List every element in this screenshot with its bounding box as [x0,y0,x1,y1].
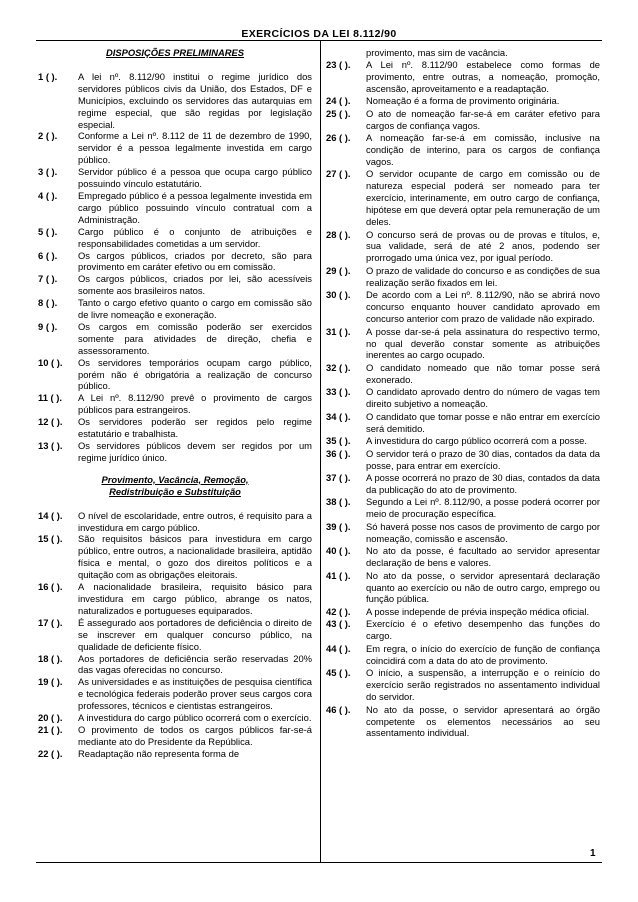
question-text: Os servidores temporários ocupam cargo público, porém não é obrigatória a realização de concurso público. [78,356,312,392]
question-text: O candidato aprovado dentro do número de vagas tem direito subjetivo a nomeação. [366,386,600,410]
question-number: 4 ( ). [38,189,58,201]
question-text: O prazo de validade do concurso e as condições de sua realização serão fixados em lei. [366,264,600,288]
question-text: É assegurado aos portadores de deficiência o direito de se inscrever em qualquer concurso público, na qualidade de deficiente físico. [78,616,312,652]
question-number: 32 ( ). [326,361,351,373]
question-number: 45 ( ). [326,667,351,679]
question-text: O início, a suspensão, a interrupção e o reinício do exercício serão registrados no assentamento individual do servidor. [366,667,600,703]
question-number: 24 ( ). [326,95,351,107]
question-text: A investidura do cargo público ocorrerá com o exercício. [78,712,312,724]
question-number: 25 ( ). [326,107,351,119]
question-text: Tanto o cargo efetivo quanto o cargo em comissão são de livre nomeação e exoneração. [78,297,312,321]
question-text: Os servidores poderão ser regidos pelo regime estatutário e trabalhista. [78,416,312,440]
question-number: 22 ( ). [38,747,63,759]
question-item [38,130,312,166]
question-text: O ato de nomeação far-se-á em caráter efetivo para cargos de confiança vagos. [366,107,600,131]
question-number: 30 ( ). [326,289,351,301]
question-text: O servidor terá o prazo de 30 dias, contados da data da posse, para entrar em exercício. [366,447,600,471]
question-item [326,521,600,545]
question-text: Exercício é o efetivo desempenho das funções do cargo. [366,618,600,642]
question-item [326,326,600,362]
question-text: Os servidores públicos devem ser regidos por um regime jurídico único. [78,440,312,463]
question-number: 12 ( ). [38,416,63,428]
question-item [326,411,600,435]
question-item [326,570,600,606]
question-item [326,386,600,410]
question-text: Aos portadores de deficiência serão reservadas 20% das vagas oferecidas no concurso. [78,652,312,676]
question-item [326,132,600,168]
question-number: 20 ( ). [38,712,63,724]
question-number: 3 ( ). [38,166,58,178]
question-continuation: provimento, mas sim de vacância. [366,47,508,58]
question-item [326,472,600,496]
question-text: Os cargos públicos, criados por decreto, são para provimento em caráter efetivo ou em comissão. [78,249,312,273]
question-number: 7 ( ). [38,273,58,285]
question-number: 19 ( ). [38,676,63,688]
question-number: 36 ( ). [326,447,351,459]
question-item [326,643,600,667]
page-number: 1 [590,848,596,859]
question-number: 2 ( ). [38,130,58,142]
question-text: A nomeação far-se-á em comissão, inclusive na condição de interino, para os cargos de confiança vagos. [366,132,600,167]
question-item [326,289,600,325]
question-item [326,448,600,472]
question-number: 46 ( ). [326,703,351,715]
question-text: Os cargos públicos, criados por lei, são acessíveis somente aos brasileiros natos. [78,273,312,297]
question-text: No ato da posse, o servidor apresentará declaração quanto ao exercício ou não de outro cargo, emprego ou função pública. [366,569,600,605]
question-item [38,392,312,416]
question-number: 6 ( ). [38,249,58,261]
question-item [326,362,600,386]
page-title: EXERCÍCIOS DA LEI 8.112/90 [241,28,397,40]
question-item [326,168,600,228]
question-text: Nomeação é a forma de provimento originária. [366,95,560,107]
question-item [326,496,600,520]
question-number: 33 ( ). [326,386,351,398]
question-item [326,59,600,95]
question-item [38,226,312,250]
question-text: O nível de escolaridade, entre outros, é requisito para a investidura em cargo público. [78,509,312,533]
question-text: A posse independe de prévia inspeção médica oficial. [366,605,590,617]
question-number: 42 ( ). [326,605,351,617]
question-text: A nacionalidade brasileira, requisito básico para investidura em cargo público, abrange os natos, naturalizados e portugueses equiparados. [78,581,312,616]
question-item [38,416,312,440]
question-item [38,297,312,321]
question-number: 28 ( ). [326,228,351,240]
question-text: Servidor público é a pessoa que ocupa cargo público possuindo vínculo estatutário. [78,166,312,190]
question-text: A investidura do cargo público ocorrerá com a posse. [366,435,587,447]
question-number: 1 ( ). [38,70,58,82]
question-item [38,617,312,653]
question-text: A posse dar-se-á pela assinatura do respectivo termo, no qual deverão constar somente as atribuições inerentes ao cargo ocupado. [366,325,600,361]
section-heading: DISPOSIÇÕES PRELIMINARES [105,47,245,58]
footer-rule [36,862,602,863]
question-number: 40 ( ). [326,545,351,557]
question-text: Em regra, o início do exercício de função de confiança coincidirá com a data do ato de provimento. [366,642,600,666]
question-text: No ato da posse, o servidor apresentará ao órgão competente os elementos necessários ao seu assentamento individual. [366,703,600,739]
question-number: 17 ( ). [38,616,63,628]
question-item [38,510,312,534]
column-divider [320,40,321,862]
question-text: De acordo com a Lei nº. 8.112/90, não se abrirá novo concurso enquanto houver candidato aprovado em concurso anterior com prazo de validade não expirado. [366,289,600,325]
question-item [38,676,312,712]
question-number: 14 ( ). [38,509,63,521]
question-number: 44 ( ). [326,642,351,654]
question-item [38,440,312,464]
question-number: 18 ( ). [38,652,63,664]
question-text: O candidato que tomar posse e não entrar em exercício será demitido. [366,410,600,434]
question-text: O candidato nomeado que não tomar posse será exonerado. [366,361,600,385]
question-item [326,435,600,447]
question-number: 35 ( ). [326,435,351,447]
question-number: 8 ( ). [38,297,58,309]
question-item [326,618,600,642]
question-number: 21 ( ). [38,723,63,735]
question-number: 38 ( ). [326,496,351,508]
question-number: 13 ( ). [38,440,63,451]
question-number: 41 ( ). [326,569,351,581]
question-item [326,229,600,265]
question-number: 29 ( ). [326,264,351,276]
section-heading: Redistribuição e Substituição [109,485,241,497]
question-text: A Lei nº. 8.112/90 estabelece como formas de provimento, entre outras, a nomeação, promoção, ascensão, aproveitamento e a readaptação. [366,58,600,94]
question-item [326,704,600,740]
question-number: 10 ( ). [38,356,63,368]
question-item [326,108,600,132]
question-number: 15 ( ). [38,533,63,545]
question-text: O provimento de todos os cargos públicos far-se-á mediante ato do Presidente da República. [78,723,312,747]
question-text: Cargo público é o conjunto de atribuições e responsabilidades cometidas a um servidor. [78,225,312,249]
question-text: Os cargos em comissão poderão ser exercidos somente para atividades de direção, chefia e assessoramento. [78,320,312,356]
question-item [38,748,312,760]
question-item [326,265,600,289]
question-text: Readaptação não representa forma de [78,747,240,759]
question-number: 37 ( ). [326,472,351,484]
question-item [38,357,312,393]
question-text: Segundo a Lei nº. 8.112/90, a posse poderá ocorrer por meio de procuração específica. [366,496,600,520]
question-number: 39 ( ). [326,520,351,532]
question-item [38,653,312,677]
question-text: Empregado público é a pessoa legalmente investida em cargo público possuindo vínculo contratual com a Administração. [78,189,312,225]
question-list [38,510,312,760]
question-number: 11 ( ). [38,392,62,404]
question-text: São requisitos básicos para investidura em cargo público, entre outros, a nacionalidade brasileira, aptidão física e mental, o gozo dos direitos políticos e a quitação com as obrigações eleitorais. [78,533,312,581]
question-item [326,667,600,703]
question-item [38,71,312,131]
question-text: A posse ocorrerá no prazo de 30 dias, contados da data da publicação do ato de provimento. [366,472,600,495]
question-item [38,190,312,226]
question-number: 31 ( ). [326,325,351,337]
question-item [38,712,312,724]
question-text: A lei nº. 8.112/90 institui o regime jurídico dos servidores públicos civis da União, dos Estados, DF e Municípios, excluindo os servidores das autarquias em regime especial, que são regidas por legislação especial. [78,70,312,130]
question-number: 9 ( ). [38,320,58,332]
question-number: 43 ( ). [326,618,351,630]
question-item [38,250,312,274]
question-number: 34 ( ). [326,410,351,422]
question-text: O concurso será de provas ou de provas e títulos, e, sua validade, será de até 2 anos, podendo ser prorrogado uma única vez, por igual período. [366,228,600,264]
right-column [326,47,600,739]
header-rule [36,40,602,41]
section-heading: Provimento, Vacância, Remoção, [101,473,249,485]
question-text: A Lei nº. 8.112/90 prevê o provimento de cargos públicos para estrangeiros. [78,392,312,416]
question-item [326,545,600,569]
question-text: Só haverá posse nos casos de provimento de cargo por nomeação, comissão e ascensão. [366,520,600,544]
question-text: O servidor ocupante de cargo em comissão ou de natureza especial poderá ser nomeado para ter exercício, interinamente, em outro cargo de confiança, hipótese em que deverá optar pela remuneração de um deles. [366,168,600,228]
left-column [38,47,312,760]
question-item [326,95,600,107]
question-item [38,533,312,581]
question-item [38,581,312,617]
question-text: Conforme a Lei nº. 8.112 de 11 de dezembro de 1990, servidor é a pessoa legalmente investida em cargo público. [78,130,312,166]
question-item [38,724,312,748]
question-item [326,606,600,618]
question-number: 16 ( ). [38,581,63,593]
question-number: 23 ( ). [326,58,351,70]
question-list [326,59,600,739]
question-text: As universidades e as instituições de pesquisa científica e tecnológica federais poderão prover seus cargos cora professores, técnicos e cientistas estrangeiros. [78,676,312,712]
question-item [38,321,312,357]
question-number: 27 ( ). [326,168,351,180]
question-text: No ato da posse, é facultado ao servidor apresentar declaração de bens e valores. [366,545,600,569]
question-item [38,166,312,190]
question-list [38,71,312,464]
question-item [38,273,312,297]
question-number: 26 ( ). [326,132,351,144]
question-number: 5 ( ). [38,225,58,237]
